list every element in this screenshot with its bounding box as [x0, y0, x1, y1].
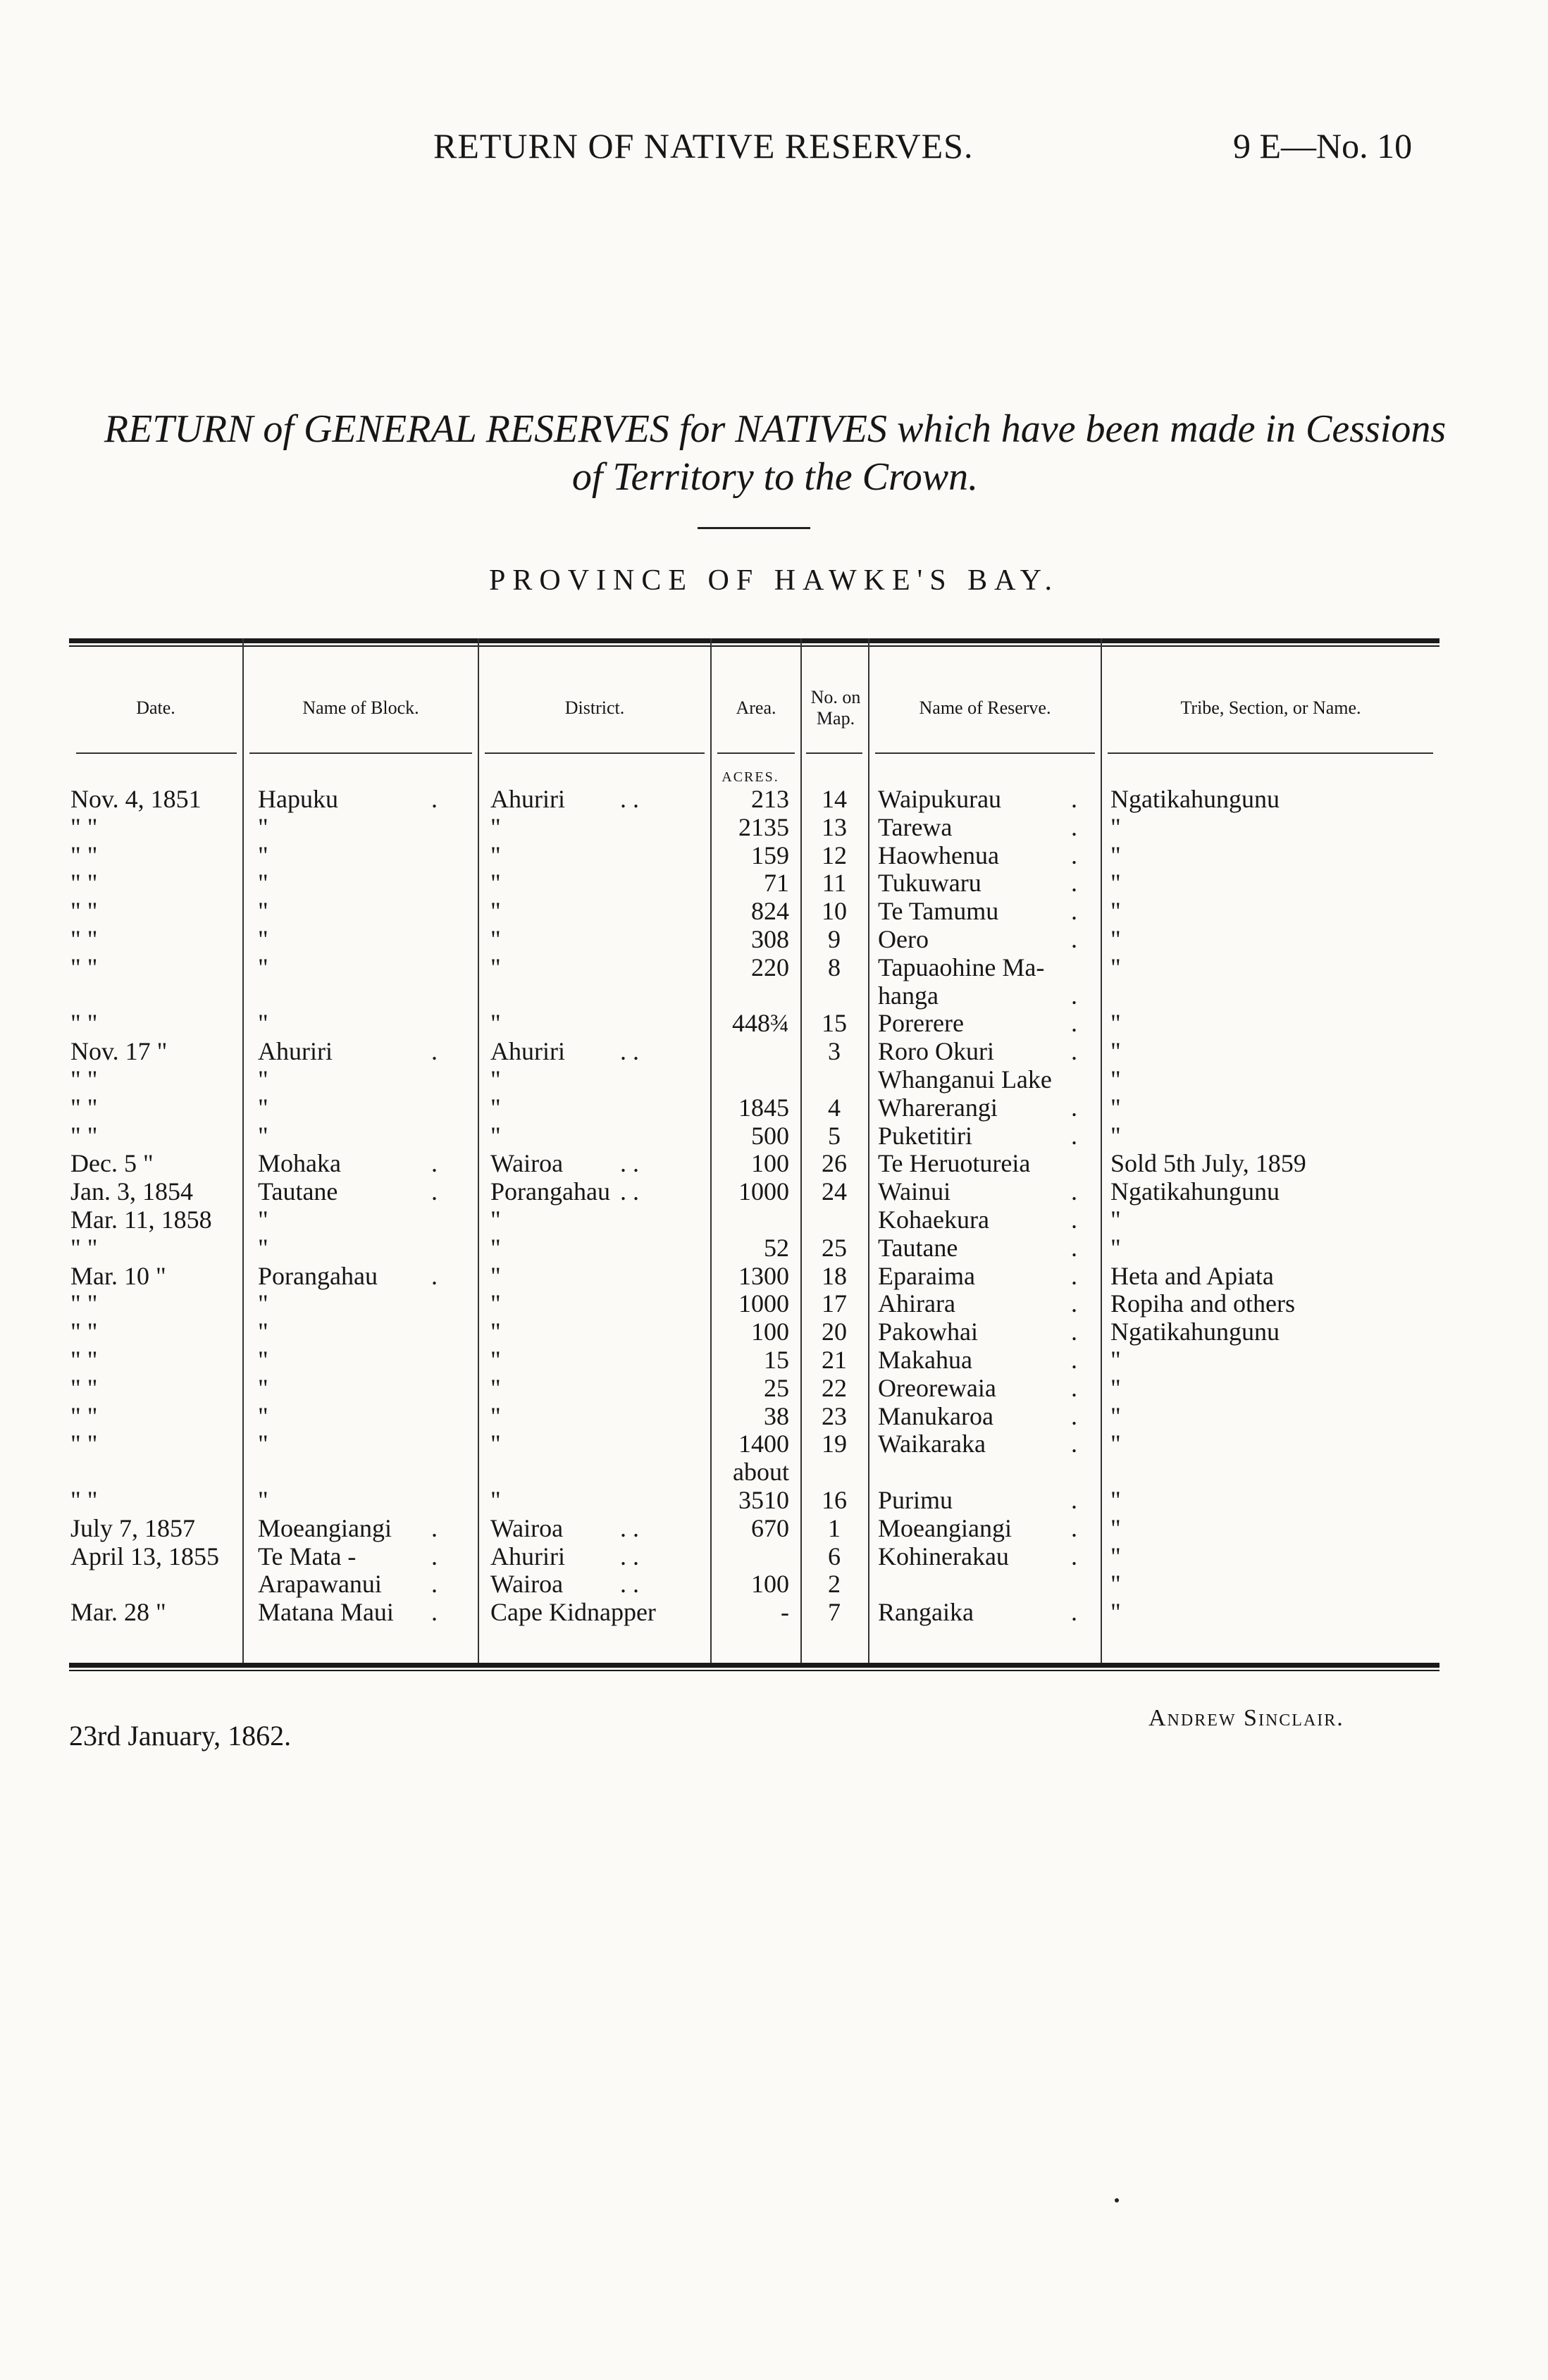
cell-map-number: 9	[828, 925, 841, 953]
cell-date: " "	[70, 1374, 98, 1402]
cell-area: 1400	[738, 1430, 789, 1458]
cell-date: " "	[70, 869, 98, 897]
cell-date: Nov. 17 "	[70, 1037, 168, 1065]
cell-date: " "	[70, 1009, 98, 1037]
cell-map-number: 23	[822, 1402, 847, 1430]
table-row	[0, 1149, 1548, 1177]
cell-area: 1845	[738, 1093, 789, 1122]
header-separator	[76, 752, 237, 754]
cell-tribe: "	[1110, 1234, 1121, 1262]
cell-block: "	[258, 1093, 268, 1122]
title-line-2: of Territory to the Crown.	[571, 455, 979, 499]
leader-dots: .	[1071, 897, 1077, 925]
table-top-thin-rule	[69, 645, 1439, 647]
cell-date: " "	[70, 813, 98, 841]
cell-block: "	[258, 1009, 268, 1037]
cell-area: 2135	[738, 813, 789, 841]
cell-block: "	[258, 1122, 268, 1150]
cell-date: " "	[70, 1065, 98, 1093]
header-separator	[1108, 752, 1433, 754]
cell-area: 38	[764, 1402, 789, 1430]
cell-area: 500	[751, 1122, 789, 1150]
cell-reserve: Oreorewaia	[878, 1374, 996, 1402]
cell-area: 100	[751, 1570, 789, 1598]
cell-map-number: 3	[828, 1037, 841, 1065]
cell-area: 1000	[738, 1177, 789, 1206]
cell-area: 100	[751, 1318, 789, 1346]
leader-dots: . .	[620, 1177, 639, 1206]
cell-date: " "	[70, 925, 98, 953]
header-separator	[875, 752, 1095, 754]
cell-tribe: "	[1110, 1346, 1121, 1374]
cell-area: 159	[751, 841, 789, 869]
cell-area: 15	[764, 1346, 789, 1374]
cell-map-number: 21	[822, 1346, 847, 1374]
cell-block: "	[258, 841, 268, 869]
leader-dots: .	[1071, 1374, 1077, 1402]
cell-area: 3510	[738, 1486, 789, 1514]
cell-date: " "	[70, 841, 98, 869]
table-row	[0, 1486, 1548, 1514]
cell-date: " "	[70, 1289, 98, 1318]
header-block: Name of Block.	[302, 698, 419, 718]
cell-map-number: 1	[828, 1514, 841, 1542]
cell-reserve: Haowhenua	[878, 841, 999, 869]
cell-district: "	[490, 1234, 501, 1262]
cell-tribe: "	[1110, 1402, 1121, 1430]
cell-area: 1000	[738, 1289, 789, 1318]
cell-block: Hapuku	[258, 785, 338, 813]
cell-district: "	[490, 813, 501, 841]
table-row	[0, 1402, 1548, 1430]
table-row	[0, 1177, 1548, 1206]
cell-district: Cape Kidnapper	[490, 1598, 656, 1626]
cell-map-number: 20	[822, 1318, 847, 1346]
cell-district: Wairoa	[490, 1149, 564, 1177]
table-bottom-thin-rule	[69, 1670, 1439, 1671]
print-speck	[1115, 2198, 1119, 2202]
cell-block: "	[258, 1289, 268, 1318]
leader-dots: .	[1071, 785, 1077, 813]
cell-district: "	[490, 1206, 501, 1234]
table-row	[0, 785, 1548, 813]
cell-tribe: "	[1110, 1037, 1121, 1065]
table-row	[0, 1374, 1548, 1402]
cell-district: Wairoa	[490, 1514, 564, 1542]
cell-district: "	[490, 1289, 501, 1318]
cell-date: " "	[70, 1430, 98, 1458]
leader-dots: .	[431, 1542, 438, 1570]
cell-date: Mar. 11, 1858	[70, 1206, 212, 1234]
cell-reserve: Rangaika	[878, 1598, 974, 1626]
table-row	[0, 1206, 1548, 1234]
cell-reserve: hanga	[878, 981, 939, 1010]
leader-dots: .	[1071, 1037, 1077, 1065]
cell-map-number: 12	[822, 841, 847, 869]
cell-tribe: Sold 5th July, 1859	[1110, 1149, 1306, 1177]
cell-map-number: 5	[828, 1122, 841, 1150]
cell-reserve: Wainui	[878, 1177, 951, 1206]
cell-date: Nov. 4, 1851	[70, 785, 202, 813]
leader-dots: .	[1071, 1346, 1077, 1374]
cell-block: "	[258, 1374, 268, 1402]
cell-block: "	[258, 813, 268, 841]
cell-district: Wairoa	[490, 1570, 564, 1598]
cell-block: "	[258, 897, 268, 925]
cell-area: 670	[751, 1514, 789, 1542]
cell-block: Te Mata -	[258, 1542, 357, 1570]
table-row	[0, 1037, 1548, 1065]
cell-reserve: Te Heruotureia	[878, 1149, 1031, 1177]
table-row	[0, 1598, 1548, 1626]
signature: Andrew Sinclair.	[1148, 1705, 1344, 1731]
cell-block: "	[258, 1430, 268, 1458]
cell-block: "	[258, 1318, 268, 1346]
leader-dots: .	[1071, 813, 1077, 841]
cell-date: April 13, 1855	[70, 1542, 219, 1570]
cell-date: " "	[70, 1234, 98, 1262]
leader-dots: .	[1071, 1318, 1077, 1346]
cell-district: "	[490, 1346, 501, 1374]
cell-district: "	[490, 869, 501, 897]
running-title: RETURN OF NATIVE RESERVES.	[433, 126, 974, 166]
cell-map-number: 7	[828, 1598, 841, 1626]
leader-dots: .	[1071, 1514, 1077, 1542]
cell-map-number: 15	[822, 1009, 847, 1037]
cell-tribe: "	[1110, 1009, 1121, 1037]
cell-block: Matana Maui	[258, 1598, 394, 1626]
header-separator	[806, 752, 862, 754]
cell-date: " "	[70, 1346, 98, 1374]
cell-map-number: 19	[822, 1430, 847, 1458]
page-reference: 9 E—No. 10	[1233, 126, 1413, 166]
cell-block: Arapawanui	[258, 1570, 382, 1598]
cell-district: "	[490, 1009, 501, 1037]
table-row	[0, 1570, 1548, 1598]
cell-map-number: 10	[822, 897, 847, 925]
cell-block: Ahuriri	[258, 1037, 333, 1065]
cell-district: Porangahau	[490, 1177, 610, 1206]
cell-area: 448¾	[732, 1009, 789, 1037]
cell-map-number: 2	[828, 1570, 841, 1598]
cell-district: "	[490, 1486, 501, 1514]
cell-reserve: Ahirara	[878, 1289, 955, 1318]
table-row	[0, 1009, 1548, 1037]
cell-block: "	[258, 869, 268, 897]
cell-tribe: Ropiha and others	[1110, 1289, 1295, 1318]
cell-map-number: 6	[828, 1542, 841, 1570]
leader-dots: .	[1071, 1009, 1077, 1037]
header-district: District.	[564, 698, 625, 718]
cell-map-number: 4	[828, 1093, 841, 1122]
table-row	[0, 1093, 1548, 1122]
leader-dots: .	[1071, 841, 1077, 869]
cell-tribe: "	[1110, 813, 1121, 841]
header-date: Date.	[136, 698, 175, 718]
report-date: 23rd January, 1862.	[69, 1720, 292, 1752]
cell-block: "	[258, 1486, 268, 1514]
leader-dots: . .	[620, 1542, 639, 1570]
cell-district: Ahuriri	[490, 785, 565, 813]
document-title	[49, 405, 1501, 501]
cell-date: " "	[70, 1486, 98, 1514]
cell-block: Moeangiangi	[258, 1514, 392, 1542]
cell-map-number: 13	[822, 813, 847, 841]
cell-block: "	[258, 1065, 268, 1093]
cell-district: "	[490, 841, 501, 869]
cell-tribe: Ngatikahungunu	[1110, 1318, 1280, 1346]
cell-district: "	[490, 1093, 501, 1122]
leader-dots: . .	[620, 1514, 639, 1542]
cell-area: 71	[764, 869, 789, 897]
table-row	[0, 1542, 1548, 1570]
cell-block: Porangahau	[258, 1262, 378, 1290]
leader-dots: . .	[620, 1149, 639, 1177]
cell-reserve: Whanganui Lake	[878, 1065, 1052, 1093]
leader-dots: .	[1071, 1093, 1077, 1122]
table-row	[0, 953, 1548, 981]
cell-reserve: Kohinerakau	[878, 1542, 1009, 1570]
table-row	[0, 813, 1548, 841]
cell-area: 220	[751, 953, 789, 981]
table-row	[0, 1289, 1548, 1318]
leader-dots: .	[1071, 1542, 1077, 1570]
table-row	[0, 1262, 1548, 1290]
cell-reserve: Manukaroa	[878, 1402, 993, 1430]
leader-dots: .	[1071, 1262, 1077, 1290]
table-row	[0, 869, 1548, 897]
leader-dots: . .	[620, 1037, 639, 1065]
leader-dots: .	[431, 1570, 438, 1598]
cell-area: 100	[751, 1149, 789, 1177]
province-heading: PROVINCE OF HAWKE'S BAY.	[489, 564, 1059, 597]
leader-dots: .	[1071, 1402, 1077, 1430]
cell-reserve: Makahua	[878, 1346, 972, 1374]
cell-tribe: "	[1110, 1514, 1121, 1542]
leader-dots: .	[1071, 1289, 1077, 1318]
cell-tribe: Ngatikahungunu	[1110, 1177, 1280, 1206]
cell-date: July 7, 1857	[70, 1514, 196, 1542]
leader-dots: .	[1071, 1430, 1077, 1458]
cell-block: Tautane	[258, 1177, 338, 1206]
cell-district: "	[490, 897, 501, 925]
cell-area: about	[733, 1458, 789, 1486]
cell-district: "	[490, 1430, 501, 1458]
table-row	[0, 897, 1548, 925]
cell-area: 25	[764, 1374, 789, 1402]
leader-dots: .	[1071, 1486, 1077, 1514]
header-separator	[717, 752, 795, 754]
cell-block: "	[258, 1206, 268, 1234]
leader-dots: .	[1071, 1177, 1077, 1206]
cell-reserve: Tarewa	[878, 813, 953, 841]
cell-area: 308	[751, 925, 789, 953]
cell-block: "	[258, 925, 268, 953]
cell-tribe: "	[1110, 1206, 1121, 1234]
cell-district: Ahuriri	[490, 1037, 565, 1065]
cell-date: Dec. 5 "	[70, 1149, 154, 1177]
header-tribe: Tribe, Section, or Name.	[1180, 698, 1361, 718]
area-unit-label: ACRES.	[722, 769, 779, 785]
cell-area: 52	[764, 1234, 789, 1262]
table-row	[0, 1234, 1548, 1262]
cell-block: "	[258, 1346, 268, 1374]
cell-map-number: 17	[822, 1289, 847, 1318]
cell-date: " "	[70, 1402, 98, 1430]
cell-district: "	[490, 1262, 501, 1290]
cell-tribe: "	[1110, 841, 1121, 869]
cell-block: "	[258, 1234, 268, 1262]
cell-date: Mar. 28 "	[70, 1598, 166, 1626]
cell-map-number: 24	[822, 1177, 847, 1206]
cell-reserve: Porerere	[878, 1009, 964, 1037]
cell-tribe: "	[1110, 1093, 1121, 1122]
cell-reserve: Tapuaohine Ma-	[878, 953, 1045, 981]
cell-district: "	[490, 953, 501, 981]
cell-reserve: Eparaima	[878, 1262, 975, 1290]
cell-tribe: "	[1110, 1486, 1121, 1514]
cell-reserve: Roro Okuri	[878, 1037, 994, 1065]
cell-reserve: Kohaekura	[878, 1206, 989, 1234]
cell-map-number: 16	[822, 1486, 847, 1514]
cell-tribe: "	[1110, 1542, 1121, 1570]
leader-dots: .	[1071, 1122, 1077, 1150]
cell-date: Jan. 3, 1854	[70, 1177, 193, 1206]
leader-dots: .	[1071, 981, 1077, 1010]
cell-district: "	[490, 925, 501, 953]
cell-reserve: Waipukurau	[878, 785, 1002, 813]
header-separator	[485, 752, 705, 754]
cell-tribe: Ngatikahungunu	[1110, 785, 1280, 813]
header-map-number: No. on Map.	[810, 687, 861, 729]
cell-tribe: "	[1110, 1122, 1121, 1150]
cell-reserve: Puketitiri	[878, 1122, 972, 1150]
cell-reserve: Wharerangi	[878, 1093, 998, 1122]
cell-map-number: 14	[822, 785, 847, 813]
cell-reserve: Tukuwaru	[878, 869, 982, 897]
header-area: Area.	[736, 698, 776, 718]
cell-reserve: Pakowhai	[878, 1318, 978, 1346]
table-top-rule	[69, 638, 1439, 643]
cell-date: " "	[70, 1122, 98, 1150]
table-row	[0, 1065, 1548, 1093]
cell-tribe: "	[1110, 1374, 1121, 1402]
cell-district: "	[490, 1318, 501, 1346]
table-row	[0, 925, 1548, 953]
cell-tribe: "	[1110, 897, 1121, 925]
table-row	[0, 1430, 1548, 1458]
leader-dots: .	[431, 785, 438, 813]
cell-map-number: 11	[822, 869, 847, 897]
cell-tribe: "	[1110, 869, 1121, 897]
cell-map-number: 25	[822, 1234, 847, 1262]
leader-dots: . .	[620, 785, 639, 813]
leader-dots: .	[431, 1262, 438, 1290]
cell-tribe: Heta and Apiata	[1110, 1262, 1274, 1290]
leader-dots: .	[1071, 1598, 1077, 1626]
cell-district: Ahuriri	[490, 1542, 565, 1570]
cell-area: 1300	[738, 1262, 789, 1290]
cell-reserve: Purimu	[878, 1486, 953, 1514]
cell-date: " "	[70, 1318, 98, 1346]
cell-tribe: "	[1110, 925, 1121, 953]
cell-map-number: 22	[822, 1374, 847, 1402]
leader-dots: .	[431, 1177, 438, 1206]
cell-date: " "	[70, 1093, 98, 1122]
leader-dots: .	[1071, 1234, 1077, 1262]
cell-reserve: Tautane	[878, 1234, 958, 1262]
cell-map-number: 8	[828, 953, 841, 981]
cell-reserve: Te Tamumu	[878, 897, 999, 925]
table-row	[0, 1318, 1548, 1346]
cell-area: 824	[751, 897, 789, 925]
cell-tribe: "	[1110, 1065, 1121, 1093]
header-reserve: Name of Reserve.	[919, 698, 1051, 718]
cell-block: "	[258, 1402, 268, 1430]
cell-date: Mar. 10 "	[70, 1262, 166, 1290]
title-line-1: RETURN of GENERAL RESERVES for NATIVES which have been made in Cessions	[104, 407, 1447, 451]
title-divider	[698, 527, 810, 529]
cell-district: "	[490, 1374, 501, 1402]
cell-reserve: Oero	[878, 925, 929, 953]
cell-block: Mohaka	[258, 1149, 341, 1177]
leader-dots: .	[1071, 1206, 1077, 1234]
page-header	[0, 120, 1548, 183]
cell-reserve: Waikaraka	[878, 1430, 986, 1458]
leader-dots: .	[431, 1149, 438, 1177]
table-row	[0, 1458, 1548, 1486]
leader-dots: . .	[620, 1570, 639, 1598]
cell-tribe: "	[1110, 1570, 1121, 1598]
cell-district: "	[490, 1065, 501, 1093]
leader-dots: .	[431, 1598, 438, 1626]
leader-dots: .	[1071, 869, 1077, 897]
cell-date: " "	[70, 953, 98, 981]
cell-map-number: 26	[822, 1149, 847, 1177]
cell-district: "	[490, 1122, 501, 1150]
table-row	[0, 981, 1548, 1010]
cell-block: "	[258, 953, 268, 981]
table-row	[0, 1346, 1548, 1374]
cell-district: "	[490, 1402, 501, 1430]
leader-dots: .	[1071, 925, 1077, 953]
leader-dots: .	[431, 1037, 438, 1065]
cell-map-number: 18	[822, 1262, 847, 1290]
leader-dots: .	[431, 1514, 438, 1542]
cell-area: -	[781, 1598, 789, 1626]
table-bottom-rule	[69, 1663, 1439, 1668]
cell-tribe: "	[1110, 1430, 1121, 1458]
cell-reserve: Moeangiangi	[878, 1514, 1012, 1542]
header-separator	[249, 752, 472, 754]
table-row	[0, 1122, 1548, 1150]
table-row	[0, 1514, 1548, 1542]
cell-area: 213	[751, 785, 789, 813]
cell-date: " "	[70, 897, 98, 925]
cell-tribe: "	[1110, 953, 1121, 981]
table-row	[0, 841, 1548, 869]
cell-tribe: "	[1110, 1598, 1121, 1626]
